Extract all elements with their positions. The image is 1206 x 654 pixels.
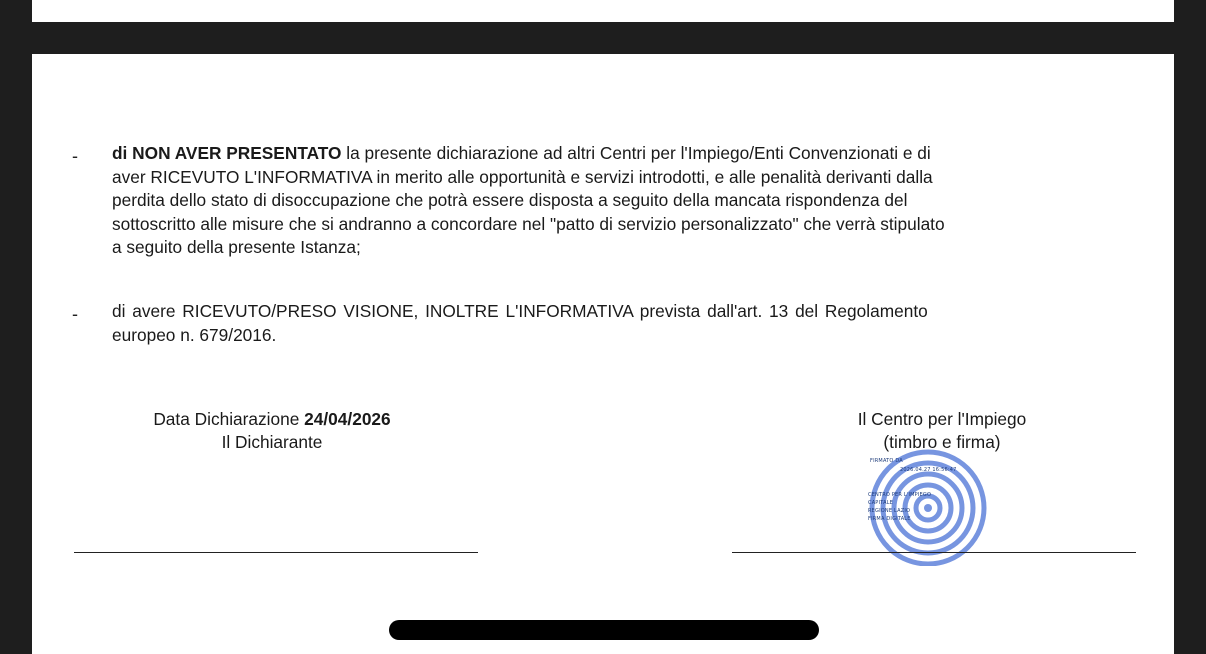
stamp-text-line: 2026.04.27 16:56:47 bbox=[900, 467, 957, 473]
paragraph-line: di avere RICEVUTO/PRESO VISIONE, INOLTRE L'INFORMATIVA prevista dall'art. 13 del Regolamento bbox=[112, 301, 928, 321]
paragraph-line: di NON AVER PRESENTATO la presente dichiarazione ad altri Centri per l'Impiego/Enti Convenzionati e di bbox=[112, 143, 931, 163]
bullet-marker: - bbox=[72, 146, 78, 166]
paragraph-line: europeo n. 679/2016. bbox=[112, 324, 277, 345]
declarant-signature-line bbox=[74, 552, 478, 553]
stamp-text-line: CENTRO PER L'IMPIEGO bbox=[868, 492, 932, 498]
paragraph-line: a seguito della presente Istanza; bbox=[112, 237, 361, 257]
paragraph-line: perdita dello stato di disoccupazione che potrà essere disposta a seguito della mancata rispondenza del bbox=[112, 190, 908, 210]
bullet-marker: - bbox=[72, 304, 78, 324]
declaration-date-line bbox=[92, 408, 452, 431]
office-label: Il Centro per l'Impiego bbox=[857, 409, 1027, 429]
date-label: Data Dichiarazione bbox=[153, 409, 300, 429]
declaration-paragraph-2 bbox=[112, 300, 1134, 347]
center-signature-line bbox=[732, 552, 1136, 553]
stamp-text-line: FIRMATO DA bbox=[870, 458, 903, 464]
declarant-label: Il Dichiarante bbox=[221, 432, 323, 452]
stamp-label: (timbro e firma) bbox=[883, 432, 1001, 452]
stamp-circles-icon bbox=[860, 446, 990, 566]
paragraph-line: aver RICEVUTO L'INFORMATIVA in merito alle opportunità e servizi introdotti, e alle penalità derivanti dalla bbox=[112, 166, 933, 187]
declaration-paragraph-1 bbox=[112, 142, 1134, 260]
stamp-text-line: CAPITALE bbox=[868, 500, 894, 506]
home-indicator-bar[interactable] bbox=[389, 620, 819, 640]
paragraph-line: sottoscritto alle misure che si andranno a concordare nel "patto di servizio personalizzato" che verrà stipulato bbox=[112, 213, 945, 234]
document-page bbox=[32, 54, 1174, 654]
declarant-signature-block bbox=[92, 408, 452, 454]
stamp-text-line: REGIONE LAZIO bbox=[868, 508, 911, 514]
stamp-text-line: FIRMA DIGITALE bbox=[868, 516, 911, 522]
digital-stamp-seal bbox=[860, 446, 990, 566]
date-value: 24/04/2026 bbox=[304, 409, 391, 429]
previous-page-edge bbox=[32, 0, 1174, 22]
